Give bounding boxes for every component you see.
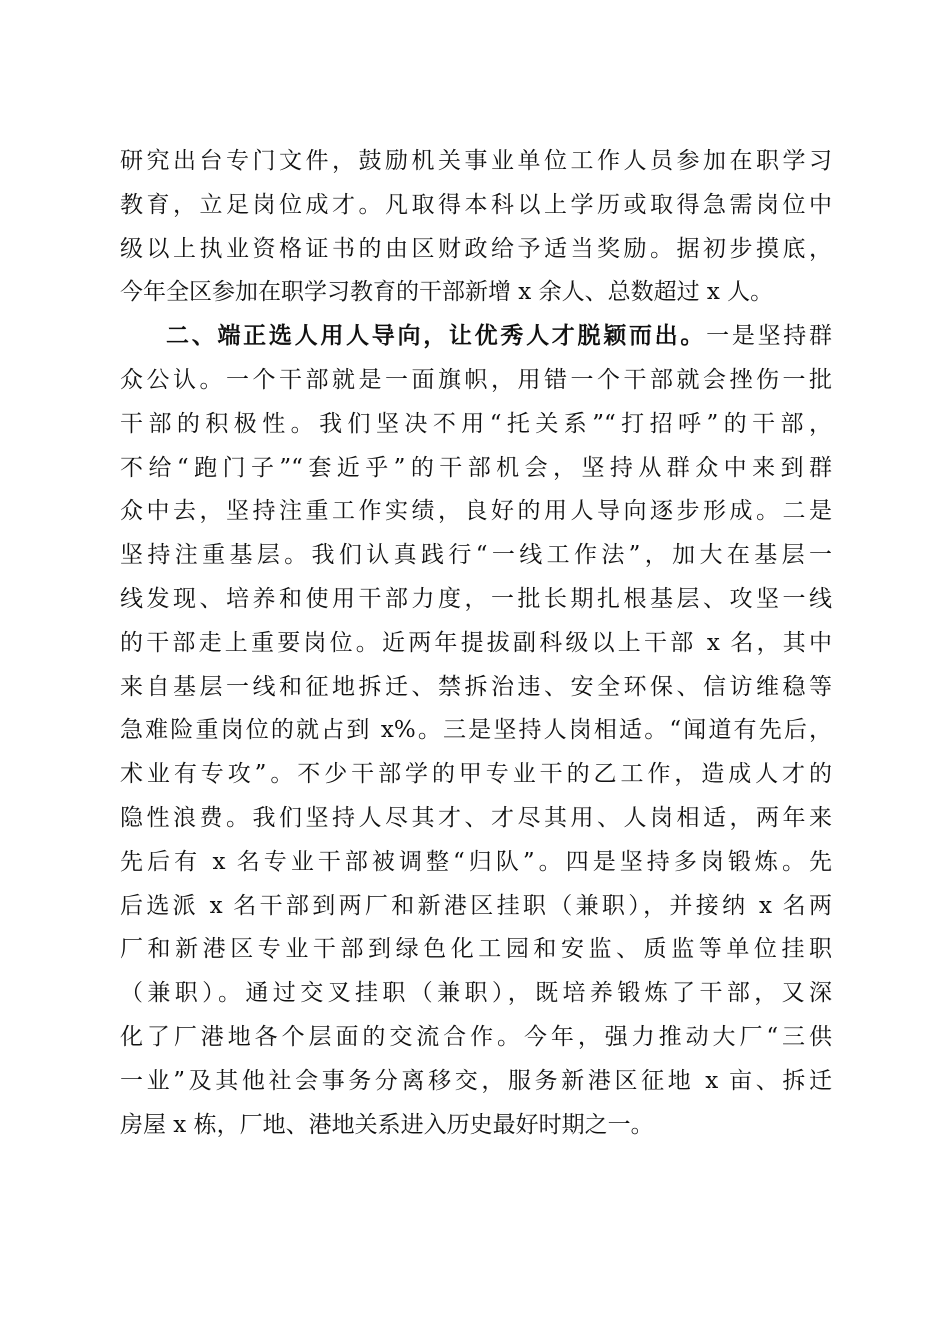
document-body [120, 140, 832, 1147]
paragraph-2-line: 一业”及其他社会事务分离移交，服务新港区征地 x 亩、拆迁 [120, 1067, 832, 1094]
paragraph-2-line: 不给“跑门子”“套近乎”的干部机会，坚持从群众中来到群 [120, 454, 832, 481]
paragraph-2-line: 先后有 x 名专业干部被调整“归队”。四是坚持多岗锻炼。先 [120, 848, 832, 875]
section-heading: 二、端正选人用人导向，让优秀人才脱颖而出。 [166, 323, 707, 350]
paragraph-1-line-4: 今年全区参加在职学习教育的干部新增 x 余人、总数超过 x 人。 [120, 279, 774, 306]
paragraph-2-line: 来自基层一线和征地拆迁、禁拆治违、安全环保、信访维稳等 [120, 673, 832, 700]
paragraph-1-line-3: 级以上执业资格证书的由区财政给予适当奖励。据初步摸底， [120, 235, 832, 262]
paragraph-2-line: 隐性浪费。我们坚持人尽其才、才尽其用、人岗相适，两年来 [120, 804, 832, 831]
paragraph-2-line: 众中去，坚持注重工作实绩，良好的用人导向逐步形成。二是 [120, 498, 832, 525]
paragraph-2-line: 线发现、培养和使用干部力度，一批长期扎根基层、攻坚一线 [120, 585, 832, 612]
paragraph-2-line: 化了厂港地各个层面的交流合作。今年，强力推动大厂“三供 [120, 1023, 832, 1050]
paragraph-2-line: 厂和新港区专业干部到绿色化工园和安监、质监等单位挂职 [120, 936, 832, 963]
paragraph-2-line: 术业有专攻”。不少干部学的甲专业干的乙工作，造成人才的 [120, 761, 832, 788]
paragraph-2-first-line [120, 315, 832, 359]
paragraph-2-line: 急难险重岗位的就占到 x%。三是坚持人岗相适。“闻道有先后， [120, 717, 832, 744]
paragraph-1-line-1: 研究出台专门文件，鼓励机关事业单位工作人员参加在职学习 [120, 148, 832, 174]
paragraph-2-line: 众公认。一个干部就是一面旗帜，用错一个干部就会挫伤一批 [120, 366, 832, 393]
paragraph-2-line: （兼职）。通过交叉挂职（兼职），既培养锻炼了干部，又深 [120, 980, 832, 1007]
paragraph-1-line-2: 教育，立足岗位成才。凡取得本科以上学历或取得急需岗位中 [120, 191, 832, 218]
paragraph-2-line: 干部的积极性。我们坚决不用“托关系”“打招呼”的干部， [120, 410, 832, 437]
paragraph-2-line: 的干部走上重要岗位。近两年提拔副科级以上干部 x 名，其中 [120, 629, 832, 656]
paragraph-2-last-line: 房屋 x 栋，厂地、港地关系进入历史最好时期之一。 [120, 1111, 654, 1138]
paragraph-2-first-line-text: 一是坚持群 [706, 323, 833, 350]
paragraph-2-line: 坚持注重基层。我们认真践行“一线工作法”，加大在基层一 [120, 542, 832, 569]
paragraph-2-line: 后选派 x 名干部到两厂和新港区挂职（兼职），并接纳 x 名两 [120, 892, 832, 919]
